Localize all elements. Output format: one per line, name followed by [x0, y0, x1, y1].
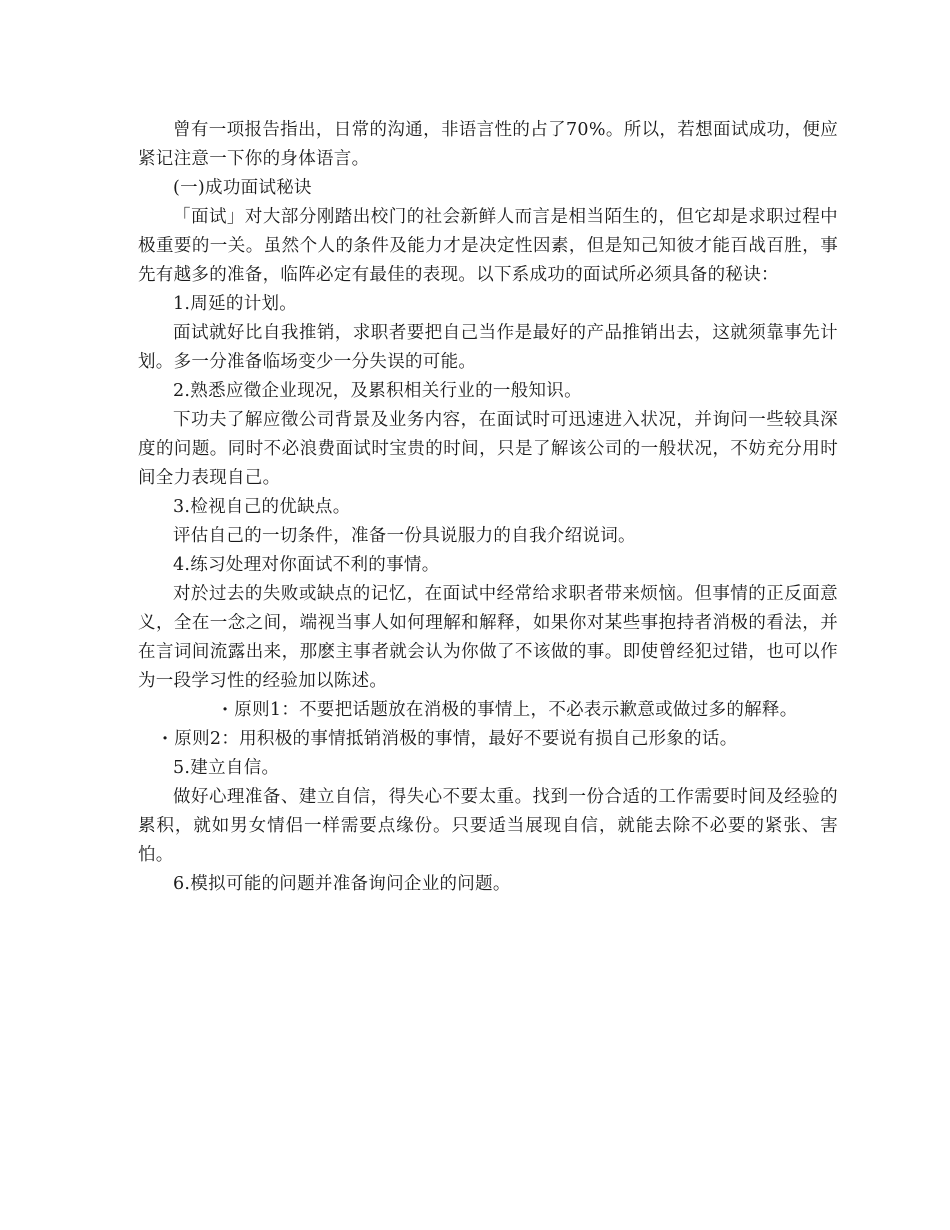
tip-body-3: 评估自己的一切条件，准备一份具说服力的自我介绍说词。 [173, 526, 636, 546]
principle-item-1 [138, 696, 838, 725]
tip-body-4: 对於过去的失败或缺点的记忆，在面试中经常给求职者带来烦恼。但事情的正反面意义，全在一念之间，端视当事人如何理解和解释，如果你对某些事抱持者消极的看法，并在言词间流露出来，那麽主事者就会认为你做了不该做的事。即使曾经犯过错，也可以作为一段学习性的经验加以陈述。 [138, 584, 838, 691]
principle-text-1: 原则1：不要把话题放在消极的事情上，不必表示歉意或做过多的解释。 [234, 700, 798, 720]
document-body [138, 116, 838, 899]
tip-heading-5: 5.建立自信。 [173, 758, 280, 778]
tip-heading-3: 3.检视自己的优缺点。 [173, 497, 351, 517]
tip-body-2: 下功夫了解应徵公司背景及业务内容，在面试时可迅速进入状况，并询问一些较具深度的问题。同时不必浪费面试时宝贵的时间，只是了解该公司的一般状况，不妨充分用时间全力表现自己。 [138, 410, 838, 488]
bullet-icon: · [162, 729, 169, 749]
principle-text-2: 原则2：用积极的事情抵销消极的事情，最好不要说有损自己形象的话。 [174, 729, 738, 749]
paragraph-intro: 曾有一项报告指出，日常的沟通，非语言性的占了70%。所以，若想面试成功，便应紧记注意一下你的身体语言。 [138, 120, 838, 169]
paragraph-interview-overview: 「面试」对大部分刚踏出校门的社会新鲜人而言是相当陌生的，但它却是求职过程中极重要的一关。虽然个人的条件及能力才是决定性因素，但是知己知彼才能百战百胜，事先有越多的准备，临阵必定有最佳的表现。以下系成功的面试所必须具备的秘诀： [138, 207, 838, 285]
tip-body-5: 做好心理准备、建立自信，得失心不要太重。找到一份合适的工作需要时间及经验的累积，就如男女情侣一样需要点缘份。只要适当展现自信，就能去除不必要的紧张、害怕。 [138, 787, 838, 865]
section-heading: (一)成功面试秘诀 [173, 178, 312, 198]
principle-item-2 [138, 725, 838, 754]
tip-heading-1: 1.周延的计划。 [173, 294, 298, 314]
tip-heading-4: 4.练习处理对你面试不利的事情。 [173, 555, 440, 575]
bullet-icon: · [222, 700, 229, 720]
tip-heading-2: 2.熟悉应徵企业现况，及累积相关行业的一般知识。 [173, 381, 582, 401]
tip-body-1: 面试就好比自我推销，求职者要把自己当作是最好的产品推销出去，这就须靠事先计划。多一分准备临场变少一分失误的可能。 [138, 323, 838, 372]
tip-heading-6: 6.模拟可能的问题并准备询问企业的问题。 [173, 874, 511, 894]
